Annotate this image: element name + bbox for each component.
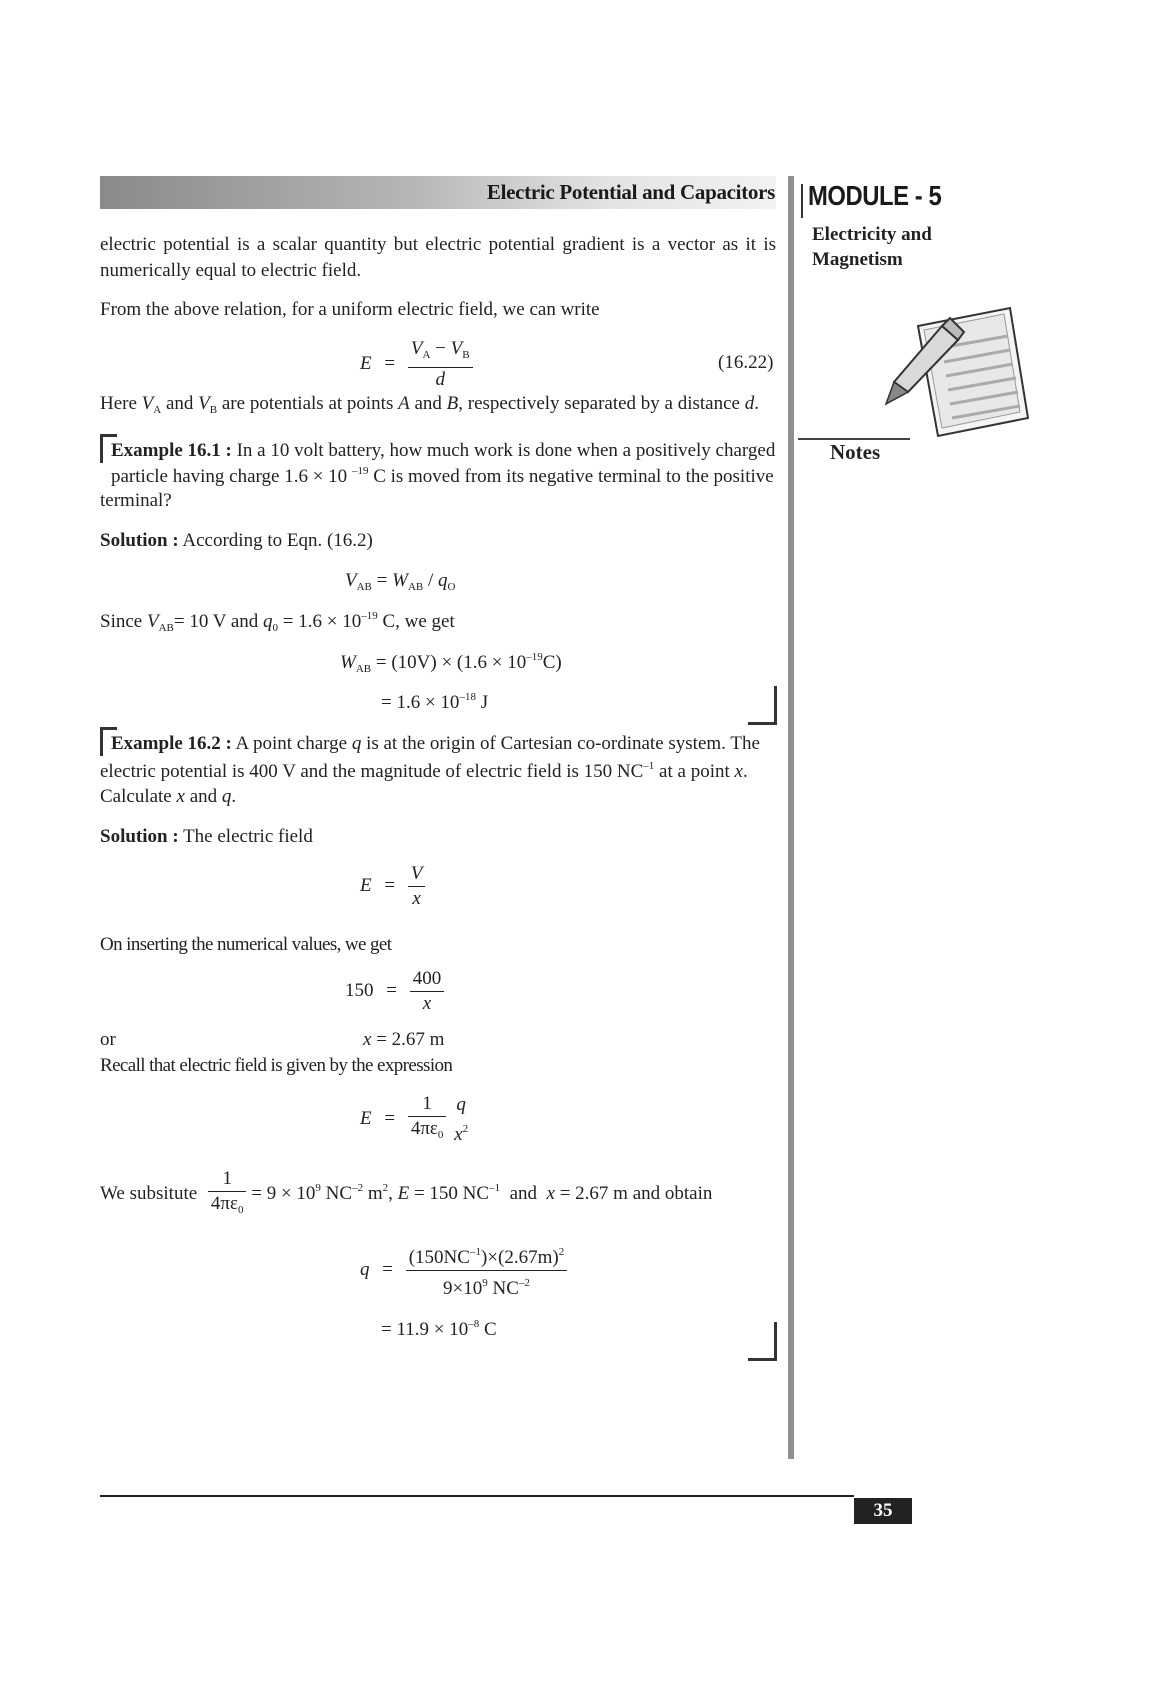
var: q bbox=[438, 570, 448, 591]
eq-num-vb-sub: B bbox=[462, 349, 470, 361]
text: = 150 NC bbox=[409, 1182, 490, 1204]
var: q bbox=[221, 786, 232, 807]
sup: –2 bbox=[518, 1277, 530, 1289]
den: x bbox=[454, 1123, 463, 1145]
example-16-1-line1 bbox=[111, 440, 775, 462]
text: A point charge bbox=[231, 733, 352, 754]
relation-paragraph: From the above relation, for a uniform electric field, we can write bbox=[100, 299, 600, 320]
var: q bbox=[263, 611, 273, 632]
equation-16-22 bbox=[360, 337, 473, 392]
sub: AB bbox=[355, 663, 372, 675]
text: Here bbox=[100, 393, 142, 414]
sub: 0 bbox=[437, 1129, 444, 1141]
sub: A bbox=[153, 404, 162, 416]
text: , bbox=[388, 1182, 398, 1204]
text: at a point bbox=[654, 761, 735, 782]
eq-num-va: V bbox=[410, 338, 423, 359]
example-label: Example 16.1 : bbox=[111, 440, 232, 461]
eq-num-vb: V bbox=[450, 338, 463, 359]
equation-coulomb bbox=[360, 1092, 471, 1147]
text: C) bbox=[542, 652, 562, 673]
running-header-title: Electric Potential and Capacitors bbox=[486, 180, 775, 204]
sup: 9 bbox=[482, 1277, 488, 1289]
sub: 0 bbox=[272, 622, 279, 634]
text: . bbox=[754, 393, 759, 414]
sup: –1 bbox=[643, 760, 655, 772]
var: V bbox=[146, 611, 159, 632]
eq-fraction bbox=[208, 1167, 247, 1222]
eq-fraction bbox=[410, 967, 445, 1016]
sub: AB bbox=[407, 581, 424, 593]
var: W bbox=[340, 652, 356, 673]
text: and bbox=[409, 393, 447, 414]
text: In a 10 volt battery, how much work is done when a positively charged bbox=[231, 440, 776, 461]
text: = 2.67 m bbox=[371, 1029, 445, 1050]
num: 400 bbox=[410, 967, 445, 992]
text: . bbox=[742, 761, 748, 782]
text: = 2.67 m and obtain bbox=[554, 1182, 713, 1204]
notes-label: Notes bbox=[830, 440, 881, 464]
var: x bbox=[363, 1029, 372, 1050]
sub: AB bbox=[158, 622, 174, 634]
eq-sign: = bbox=[384, 1107, 396, 1129]
example-16-1-line3: terminal? bbox=[100, 490, 172, 511]
example-bracket-close bbox=[748, 1322, 777, 1361]
module-subtitle bbox=[812, 222, 932, 272]
text: . bbox=[231, 786, 237, 807]
sup: –2 bbox=[352, 1181, 364, 1194]
var: x bbox=[734, 761, 743, 782]
sup: 2 bbox=[558, 1246, 565, 1258]
text: J bbox=[475, 692, 489, 713]
text: According to Eqn. (16.2) bbox=[178, 530, 373, 551]
solution-2-intro bbox=[100, 826, 313, 848]
eq-sign: = bbox=[384, 352, 396, 374]
equation-q bbox=[360, 1240, 567, 1301]
text: particle having charge 1.6 × 10 bbox=[111, 466, 352, 487]
equation-150 bbox=[345, 967, 444, 1016]
potentials-sentence bbox=[100, 393, 759, 416]
text: and bbox=[500, 1182, 547, 1204]
example-bracket-close bbox=[748, 686, 777, 725]
solution-label: Solution : bbox=[100, 826, 179, 847]
sup: 9 bbox=[315, 1181, 321, 1194]
var: A bbox=[398, 393, 410, 414]
text: and bbox=[161, 393, 199, 414]
lhs: 150 bbox=[345, 979, 374, 1001]
text: C is moved from its negative terminal to the positive bbox=[368, 466, 774, 487]
example-16-1-line2 bbox=[111, 465, 774, 488]
var: d bbox=[744, 393, 755, 414]
text: = 11.9 × 10 bbox=[381, 1319, 469, 1340]
num: )×(2.67m) bbox=[480, 1247, 559, 1268]
sup: –1 bbox=[489, 1181, 501, 1194]
text: = 1.6 × 10 bbox=[278, 611, 362, 632]
equation-x-result bbox=[363, 1029, 444, 1051]
num: 1 bbox=[208, 1167, 247, 1192]
sub: O bbox=[447, 581, 456, 593]
text: , respectively separated by a distance bbox=[458, 393, 745, 414]
text: C bbox=[479, 1319, 497, 1340]
eq-fraction bbox=[408, 1092, 447, 1147]
intro-paragraph: electric potential is a scalar quantity but electric potential gradient is a vector as it is numerically equal to electric field. bbox=[100, 234, 776, 281]
eq-lhs: E bbox=[360, 352, 372, 374]
text: = 9 × 10 bbox=[246, 1182, 316, 1204]
var: q bbox=[360, 1258, 370, 1280]
sub: AB bbox=[356, 581, 372, 593]
eq-den: d bbox=[435, 369, 445, 390]
solution-1-intro bbox=[100, 530, 373, 552]
equation-e-v-x bbox=[360, 862, 425, 911]
eq-fraction bbox=[408, 337, 473, 392]
eq-num-va-sub: A bbox=[422, 349, 431, 361]
num: q bbox=[456, 1093, 466, 1115]
sup: –19 bbox=[526, 651, 543, 663]
den: x bbox=[422, 993, 432, 1014]
sup: –18 bbox=[459, 691, 476, 703]
example-16-2-line3 bbox=[100, 786, 236, 808]
notepad-pencil-icon bbox=[880, 300, 1040, 440]
text: Since bbox=[100, 611, 147, 632]
num: (150NC bbox=[408, 1247, 470, 1268]
var: E bbox=[397, 1182, 410, 1204]
example-16-2-line2 bbox=[100, 760, 748, 783]
sup: 2 bbox=[382, 1181, 389, 1194]
var: x bbox=[176, 786, 185, 807]
example-16-2-line1 bbox=[111, 733, 760, 755]
recall-sentence: Recall that electric field is given by the expression bbox=[100, 1055, 453, 1076]
inserting-sentence: On inserting the numerical values, we get bbox=[100, 934, 392, 955]
page-number: 35 bbox=[854, 1498, 912, 1524]
sup: –1 bbox=[469, 1246, 481, 1258]
num: 1 bbox=[408, 1092, 447, 1117]
var: E bbox=[360, 874, 372, 896]
var: B bbox=[446, 393, 459, 414]
den: 9×10 bbox=[443, 1278, 483, 1299]
example-label: Example 16.2 : bbox=[111, 733, 232, 754]
var: x bbox=[546, 1182, 555, 1204]
sup: –19 bbox=[361, 610, 378, 622]
module-subtitle-line1: Electricity and bbox=[812, 224, 932, 245]
den: NC bbox=[487, 1278, 519, 1299]
eq-fraction bbox=[408, 862, 426, 911]
eq-fraction bbox=[451, 1093, 471, 1147]
var: W bbox=[392, 570, 408, 591]
sup: 2 bbox=[462, 1122, 469, 1135]
equation-vab bbox=[345, 570, 455, 593]
or-label: or bbox=[100, 1029, 116, 1050]
margin-divider bbox=[788, 176, 794, 1459]
substitute-sentence bbox=[100, 1167, 712, 1222]
sub: B bbox=[209, 404, 218, 416]
footer-rule bbox=[100, 1495, 854, 1497]
text: = bbox=[371, 570, 393, 591]
text: C, we get bbox=[377, 611, 455, 632]
eq-minus: − bbox=[430, 338, 451, 359]
text: / bbox=[423, 570, 438, 591]
text: Calculate bbox=[100, 786, 177, 807]
var: V bbox=[345, 570, 357, 591]
module-marker bbox=[801, 184, 803, 218]
text: m bbox=[363, 1182, 383, 1204]
den: 4πε bbox=[410, 1118, 438, 1139]
equation-tag: (16.22) bbox=[718, 352, 774, 373]
var: E bbox=[360, 1107, 372, 1129]
text: = 1.6 × 10 bbox=[381, 692, 460, 713]
num: V bbox=[410, 863, 423, 884]
var: V bbox=[198, 393, 210, 414]
text: = 10 V and bbox=[173, 611, 264, 632]
equation-wab-result bbox=[381, 691, 488, 714]
text: The electric field bbox=[178, 826, 313, 847]
text: are potentials at points bbox=[217, 393, 399, 414]
since-sentence bbox=[100, 610, 455, 634]
solution-label: Solution : bbox=[100, 530, 179, 551]
text: We subsitute bbox=[100, 1182, 198, 1204]
equation-wab bbox=[340, 651, 562, 675]
module-title: MODULE - 5 bbox=[808, 180, 942, 211]
text: NC bbox=[320, 1182, 353, 1204]
eq-sign: = bbox=[386, 979, 397, 1001]
eq-sign: = bbox=[382, 1258, 393, 1280]
module-subtitle-line2: Magnetism bbox=[812, 249, 903, 270]
text: is at the origin of Cartesian co-ordinate system. The bbox=[361, 733, 760, 754]
text: = (10V) × (1.6 × 10 bbox=[371, 652, 527, 673]
den: x bbox=[412, 888, 421, 909]
equation-q-result bbox=[381, 1318, 497, 1341]
sup: –19 bbox=[351, 465, 369, 477]
sup: –8 bbox=[468, 1318, 480, 1330]
var: q bbox=[351, 733, 362, 754]
den: 4πε bbox=[210, 1193, 238, 1214]
var: V bbox=[141, 393, 154, 414]
sub: 0 bbox=[237, 1204, 244, 1216]
eq-sign: = bbox=[384, 874, 396, 896]
text: electric potential is 400 V and the magnitude of electric field is 150 NC bbox=[100, 761, 644, 782]
text: and bbox=[184, 786, 222, 807]
eq-fraction bbox=[406, 1240, 567, 1301]
